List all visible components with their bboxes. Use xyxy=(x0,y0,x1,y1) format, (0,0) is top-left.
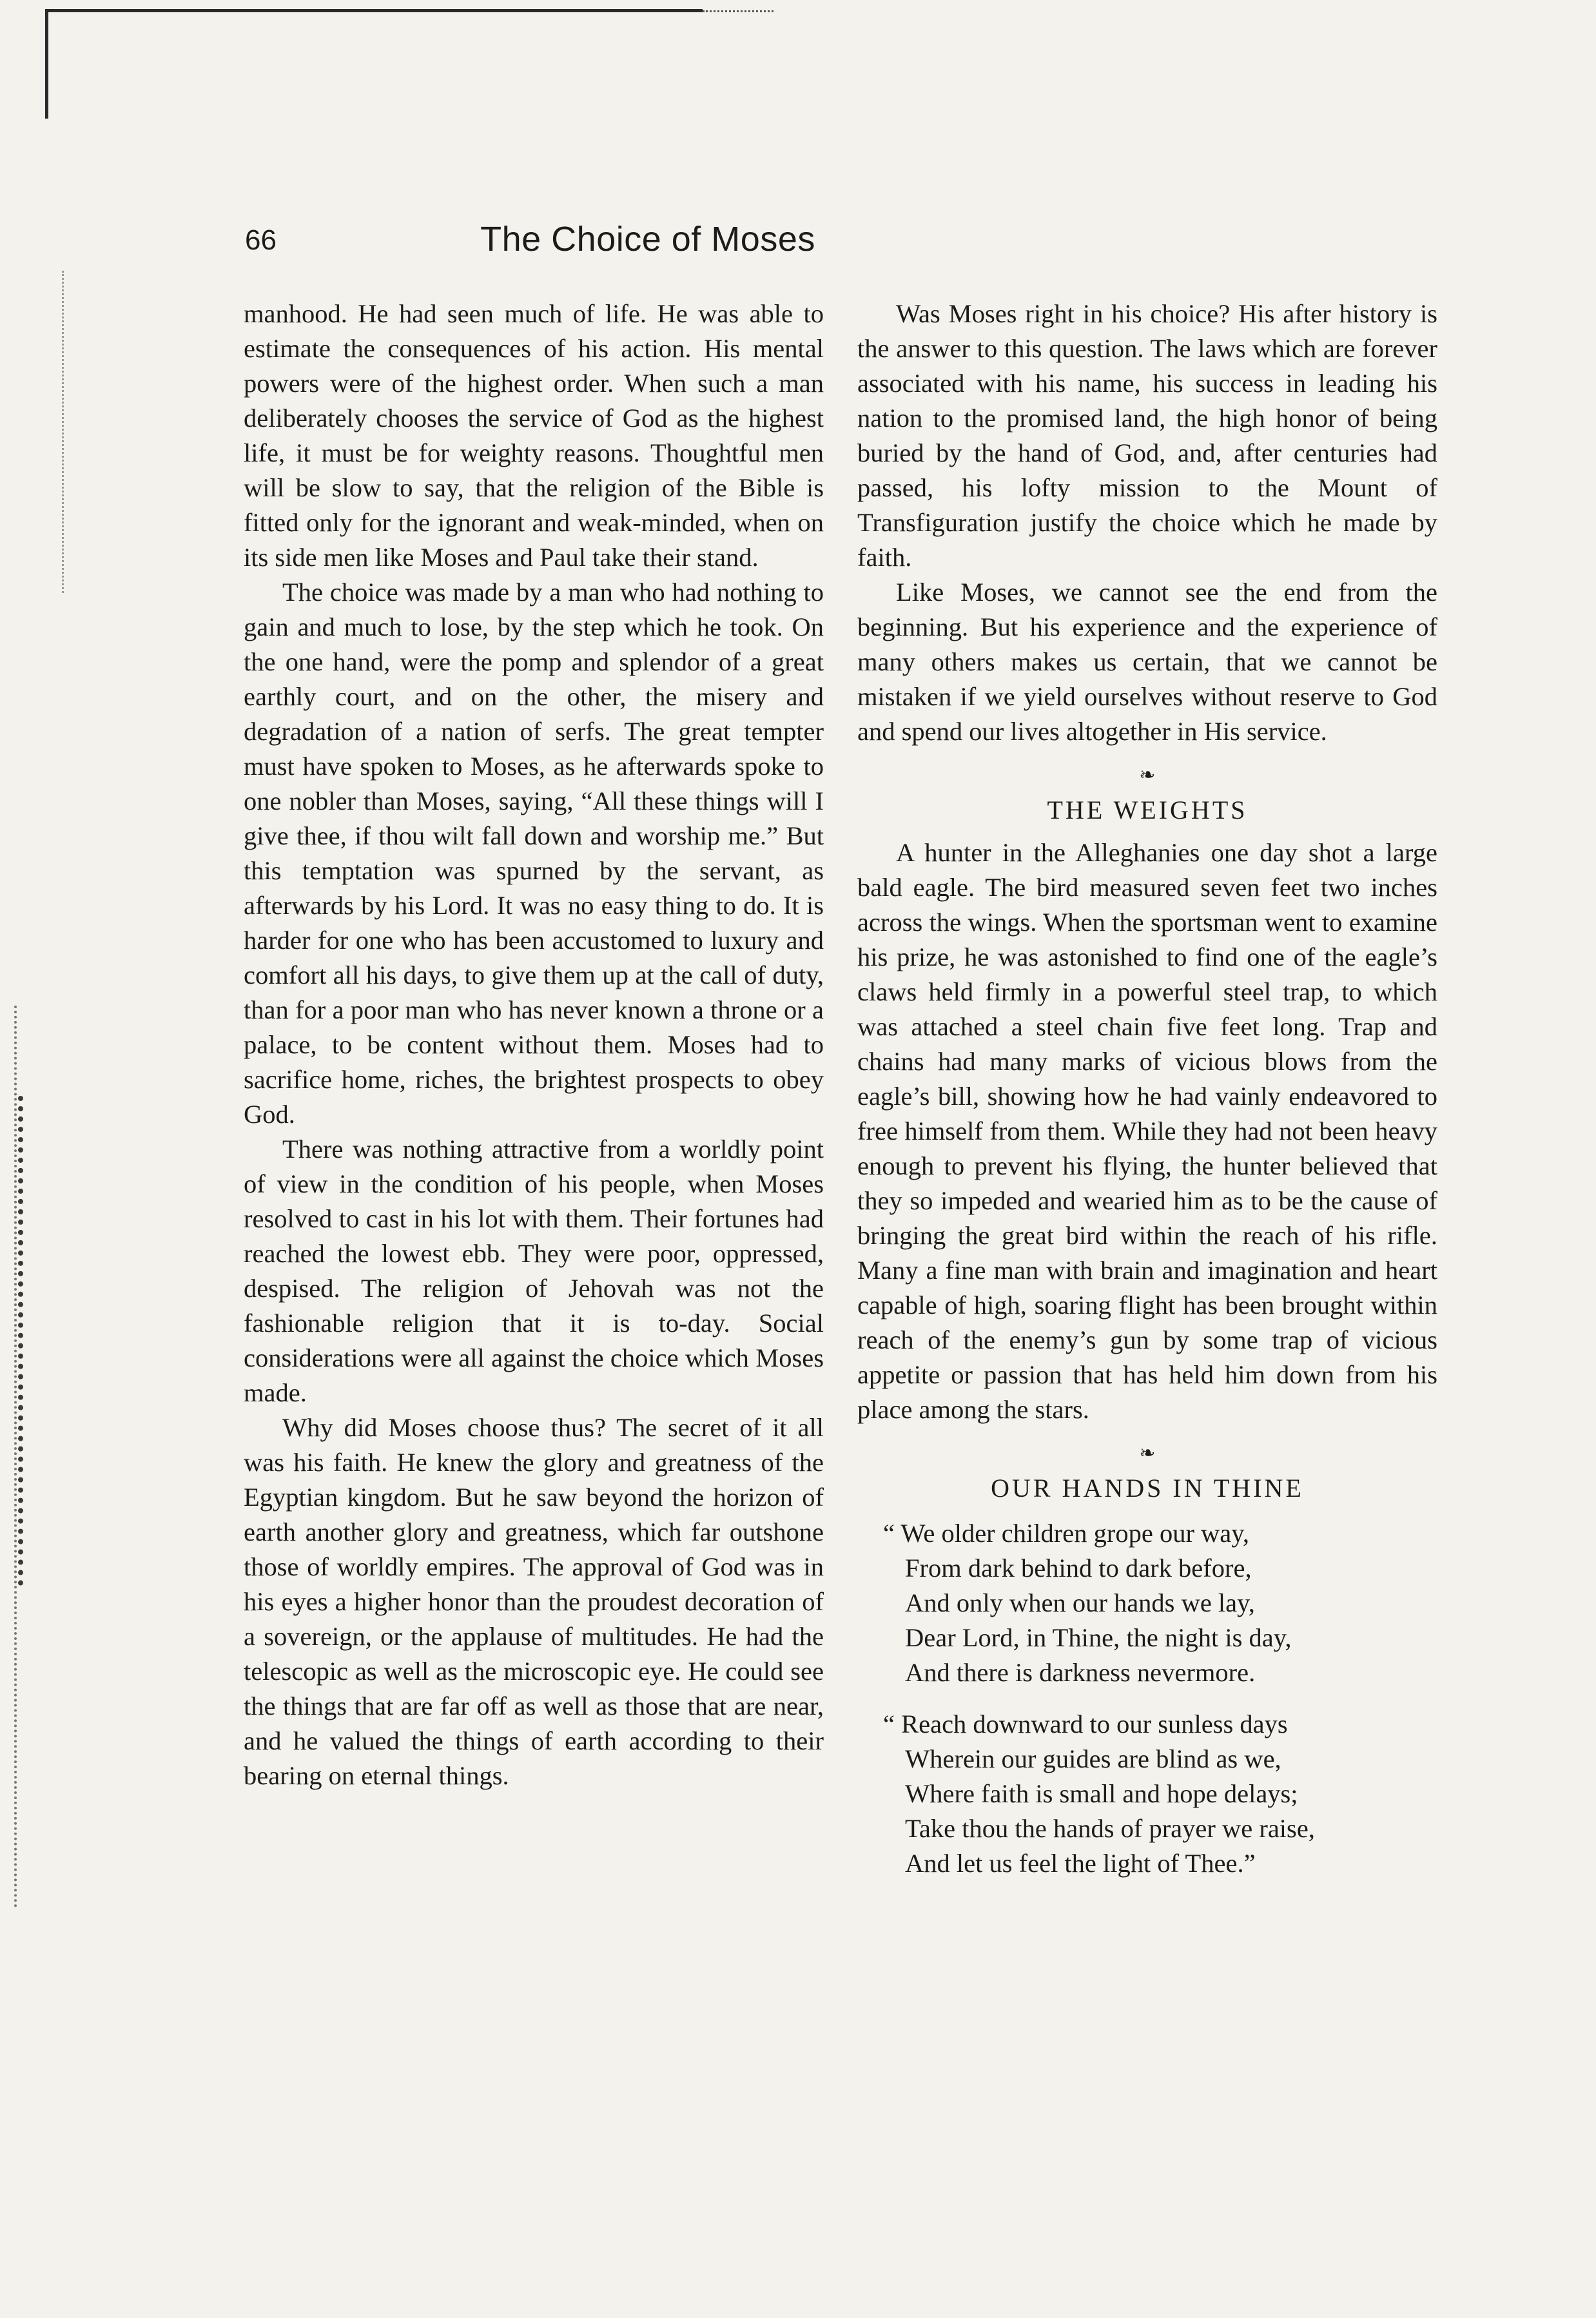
poem-line: Take thou the hands of prayer we raise, xyxy=(905,1814,1315,1843)
poem-line: And there is darkness nevermore. xyxy=(905,1658,1256,1687)
poem-stanza xyxy=(883,1516,1437,1690)
poem xyxy=(857,1516,1437,1881)
poem-line: From dark behind to dark before, xyxy=(905,1553,1252,1583)
paragraph: Like Moses, we cannot see the end from the beginning. But his experience and the experience of many others makes us certain, that we cannot be mistaken if we yield ourselves without reserve to God and spend our lives altogether in His service. xyxy=(857,578,1437,746)
paragraph: There was nothing attractive from a worldly point of view in the condition of his people, when Moses resolved to cast in his lot with them. Their fortunes had reached the lowest ebb. They were poor, oppressed, despised. The religion of Jehovah was not the fashionable religion that it is to-day. Social considerations were all against the choice which Moses made. xyxy=(244,1135,824,1407)
scan-border-left xyxy=(45,9,48,119)
right-column xyxy=(857,297,1437,1898)
section-heading-weights: THE WEIGHTS xyxy=(1047,795,1248,824)
poem-line: And let us feel the light of Thee.” xyxy=(905,1849,1256,1878)
poem-line: Where faith is small and hope delays; xyxy=(905,1779,1298,1808)
scan-border-top-dotted xyxy=(703,10,774,12)
poem-line: “ Reach downward to our sunless days xyxy=(883,1709,1288,1738)
fleuron-icon: ❧ xyxy=(1139,764,1156,786)
paragraph: Was Moses right in his choice? His after history is the answer to this question. The laws which are forever associated with his name, his success in leading his nation to the promised land, the high honor of being buried by the hand of God, and, after centuries had passed, his lofty mission to the Mount of Transfiguration justify the choice which he made by faith. xyxy=(857,299,1437,572)
poem-stanza xyxy=(883,1707,1437,1881)
running-title: The Choice of Moses xyxy=(480,220,815,258)
poem-line: Wherein our guides are blind as we, xyxy=(905,1744,1281,1773)
poem-line: “ We older children grope our way, xyxy=(883,1519,1250,1548)
fleuron-icon: ❧ xyxy=(1139,1442,1156,1465)
scan-edge-marks-dense xyxy=(18,1096,30,1586)
page-number: 66 xyxy=(245,224,277,256)
left-column xyxy=(244,297,824,1793)
page-header xyxy=(245,219,1051,271)
scan-edge-marks-faint xyxy=(62,271,64,593)
poem-line: Dear Lord, in Thine, the night is day, xyxy=(905,1623,1292,1652)
paragraph: A hunter in the Alleghanies one day shot a large bald eagle. The bird measured seven feet two inches across the wings. When the sportsman went to examine his prize, he was astonished to find one of the eagle’s claws held firmly in a powerful steel trap, to which was attached a steel chain five feet long. Trap and chains had many marks of vicious blows from the eagle’s bill, showing how he had vainly endeavored to free himself from them. While they had not been heavy enough to prevent his flying, the hunter believed that they so impeded and wearied him as to be the cause of bringing the great bird within the reach of his rifle. Many a fine man with brain and imagination and heart capable of high, soaring flight has been brought within reach of the enemy’s gun by some trap of vicious appetite or passion that has held him down from his place among the stars. xyxy=(857,838,1437,1424)
paragraph: manhood. He had seen much of life. He was able to estimate the consequences of his action. His mental powers were of the highest order. When such a man deliberately chooses the service of God as the highest life, it must be for weighty reasons. Thoughtful men will be slow to say, that the religion of the Bible is fitted only for the ignorant and weak-minded, when on its side men like Moses and Paul take their stand. xyxy=(244,299,824,572)
paragraph: Why did Moses choose thus? The secret of it all was his faith. He knew the glory and greatness of the Egyptian kingdom. But he saw beyond the horizon of earth another glory and greatness, which far outshone those of worldly empires. The approval of God was in his eyes a higher honor than the proudest decoration of a sovereign, or the applause of multitudes. He had the telescopic as well as the microscopic eye. He could see the things that are far off as well as those that are near, and he valued the things of earth according to their bearing on eternal things. xyxy=(244,1413,824,1790)
poem-line: And only when our hands we lay, xyxy=(905,1588,1255,1617)
section-heading-poem: OUR HANDS IN THINE xyxy=(991,1474,1304,1503)
paragraph: The choice was made by a man who had nothing to gain and much to lose, by the step which he took. On the one hand, were the pomp and splendor of a great earthly court, and on the other, the misery and degradation of a nation of serfs. The great tempter must have spoken to Moses, as he afterwards spoke to one nobler than Moses, saying, “All these things will I give thee, if thou wilt fall down and worship me.” But this temptation was spurned by the servant, as afterwards by his Lord. It was no easy thing to do. It is harder for one who has been accustomed to luxury and comfort all his days, to give them up at the call of duty, than for a poor man who has never known a throne or a palace, to be content without them. Moses had to sacrifice home, riches, the brightest prospects to obey God. xyxy=(244,578,824,1129)
scan-border-top xyxy=(45,9,703,12)
